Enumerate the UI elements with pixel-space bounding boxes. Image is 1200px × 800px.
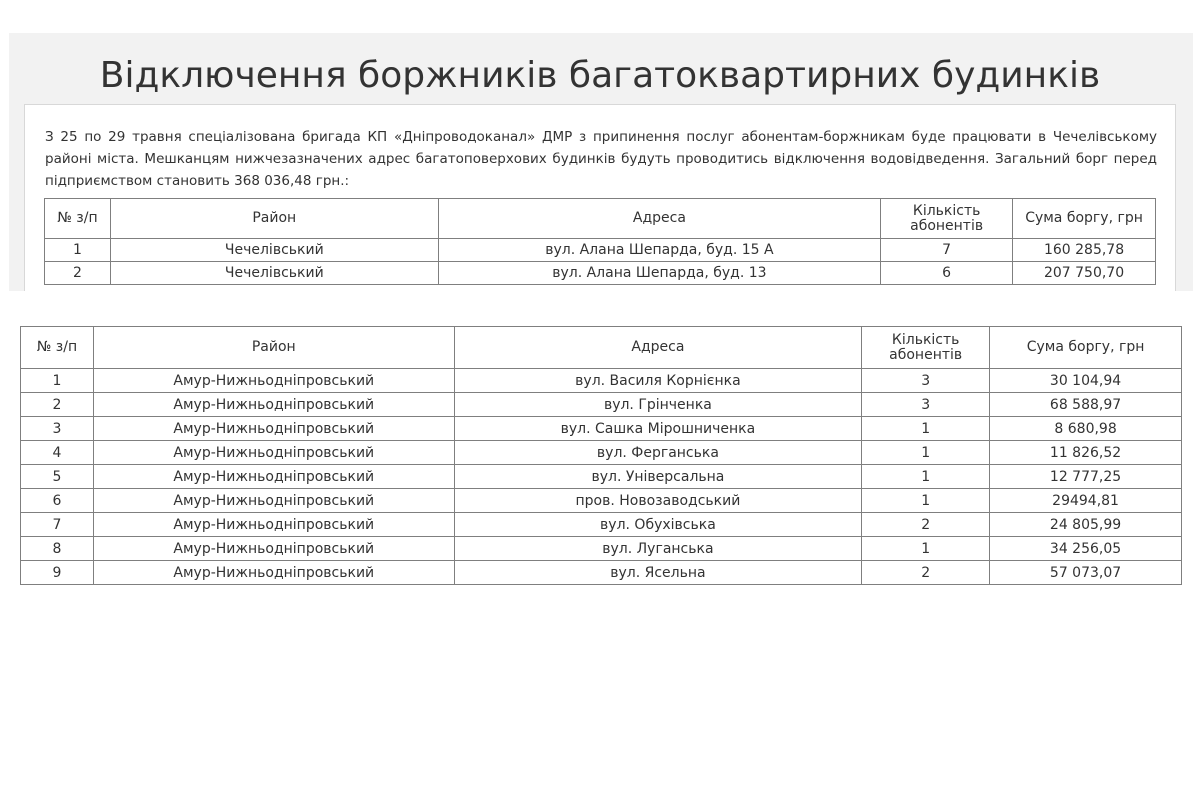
table-header-row — [45, 199, 1156, 239]
cell-count: 2 — [862, 561, 990, 585]
cell-debt: 8 680,98 — [990, 417, 1182, 441]
cell-num: 2 — [45, 262, 111, 285]
table-row — [21, 441, 1182, 465]
header-address: Адреса — [454, 327, 862, 369]
cell-debt: 29494,81 — [990, 489, 1182, 513]
cell-address: пров. Новозаводський — [454, 489, 862, 513]
cell-debt: 68 588,97 — [990, 393, 1182, 417]
cell-address: вул. Універсальна — [454, 465, 862, 489]
cell-count: 1 — [862, 441, 990, 465]
cell-debt: 160 285,78 — [1013, 239, 1156, 262]
header-district: Район — [110, 199, 438, 239]
table-row — [21, 369, 1182, 393]
cell-address: вул. Грінченка — [454, 393, 862, 417]
cell-district: Чечелівський — [110, 239, 438, 262]
cell-district: Амур-Нижньодніпровський — [93, 369, 454, 393]
cell-debt: 30 104,94 — [990, 369, 1182, 393]
cell-address: вул. Алана Шепарда, буд. 15 А — [438, 239, 881, 262]
cell-address: вул. Ясельна — [454, 561, 862, 585]
cell-count: 1 — [862, 489, 990, 513]
cell-num: 4 — [21, 441, 94, 465]
table-row — [21, 537, 1182, 561]
cell-count: 1 — [862, 417, 990, 441]
cell-district: Амур-Нижньодніпровський — [93, 441, 454, 465]
cell-debt: 57 073,07 — [990, 561, 1182, 585]
cell-address: вул. Луганська — [454, 537, 862, 561]
cell-address: вул. Обухівська — [454, 513, 862, 537]
cell-debt: 34 256,05 — [990, 537, 1182, 561]
table-row — [21, 417, 1182, 441]
table-row — [21, 393, 1182, 417]
cell-num: 7 — [21, 513, 94, 537]
cell-num: 1 — [21, 369, 94, 393]
cell-address: вул. Алана Шепарда, буд. 13 — [438, 262, 881, 285]
table-row — [21, 513, 1182, 537]
cell-num: 5 — [21, 465, 94, 489]
header-count: Кількість абонентів — [881, 199, 1013, 239]
cell-district: Амур-Нижньодніпровський — [93, 513, 454, 537]
table-row — [21, 489, 1182, 513]
cell-debt: 207 750,70 — [1013, 262, 1156, 285]
header-debt: Сума боргу, грн — [1013, 199, 1156, 239]
cell-num: 9 — [21, 561, 94, 585]
cell-district: Амур-Нижньодніпровський — [93, 417, 454, 441]
cell-num: 8 — [21, 537, 94, 561]
header-debt: Сума боргу, грн — [990, 327, 1182, 369]
cell-address: вул. Сашка Мірошниченка — [454, 417, 862, 441]
cell-debt: 11 826,52 — [990, 441, 1182, 465]
cell-count: 7 — [881, 239, 1013, 262]
cell-debt: 12 777,25 — [990, 465, 1182, 489]
cell-count: 3 — [862, 369, 990, 393]
cell-count: 1 — [862, 465, 990, 489]
cell-district: Амур-Нижньодніпровський — [93, 489, 454, 513]
cell-district: Амур-Нижньодніпровський — [93, 393, 454, 417]
cell-num: 1 — [45, 239, 111, 262]
cell-debt: 24 805,99 — [990, 513, 1182, 537]
cell-count: 1 — [862, 537, 990, 561]
header-num: № з/п — [45, 199, 111, 239]
table-row — [45, 262, 1156, 285]
page-title: Відключення боржників багатоквартирних будинків — [99, 55, 1101, 96]
cell-district: Амур-Нижньодніпровський — [93, 561, 454, 585]
cell-address: вул. Ферганська — [454, 441, 862, 465]
debtors-table-chechelivskyi — [44, 198, 1156, 285]
cell-district: Чечелівський — [110, 262, 438, 285]
table-row — [45, 239, 1156, 262]
header-address: Адреса — [438, 199, 881, 239]
table-row — [21, 465, 1182, 489]
cell-count: 6 — [881, 262, 1013, 285]
cell-num: 3 — [21, 417, 94, 441]
intro-paragraph: З 25 по 29 травня спеціалізована бригада КП «Дніпроводоканал» ДМР з припинення послуг абонентам-боржникам буде працювати в Чечелівському районі міста. Мешканцям нижчезазначених адрес багатоповерхових будинків будуть проводитись відключення водовідведення. Загальний борг перед підприємством становить 368 036,48 грн.: — [45, 129, 1157, 189]
header-count: Кількість абонентів — [862, 327, 990, 369]
header-num: № з/п — [21, 327, 94, 369]
cell-count: 2 — [862, 513, 990, 537]
table-header-row — [21, 327, 1182, 369]
table-row — [21, 561, 1182, 585]
cell-num: 2 — [21, 393, 94, 417]
header-district: Район — [93, 327, 454, 369]
cell-district: Амур-Нижньодніпровський — [93, 537, 454, 561]
cell-address: вул. Василя Корнієнка — [454, 369, 862, 393]
cell-district: Амур-Нижньодніпровський — [93, 465, 454, 489]
cell-count: 3 — [862, 393, 990, 417]
debtors-table-amur — [20, 326, 1182, 585]
cell-num: 6 — [21, 489, 94, 513]
